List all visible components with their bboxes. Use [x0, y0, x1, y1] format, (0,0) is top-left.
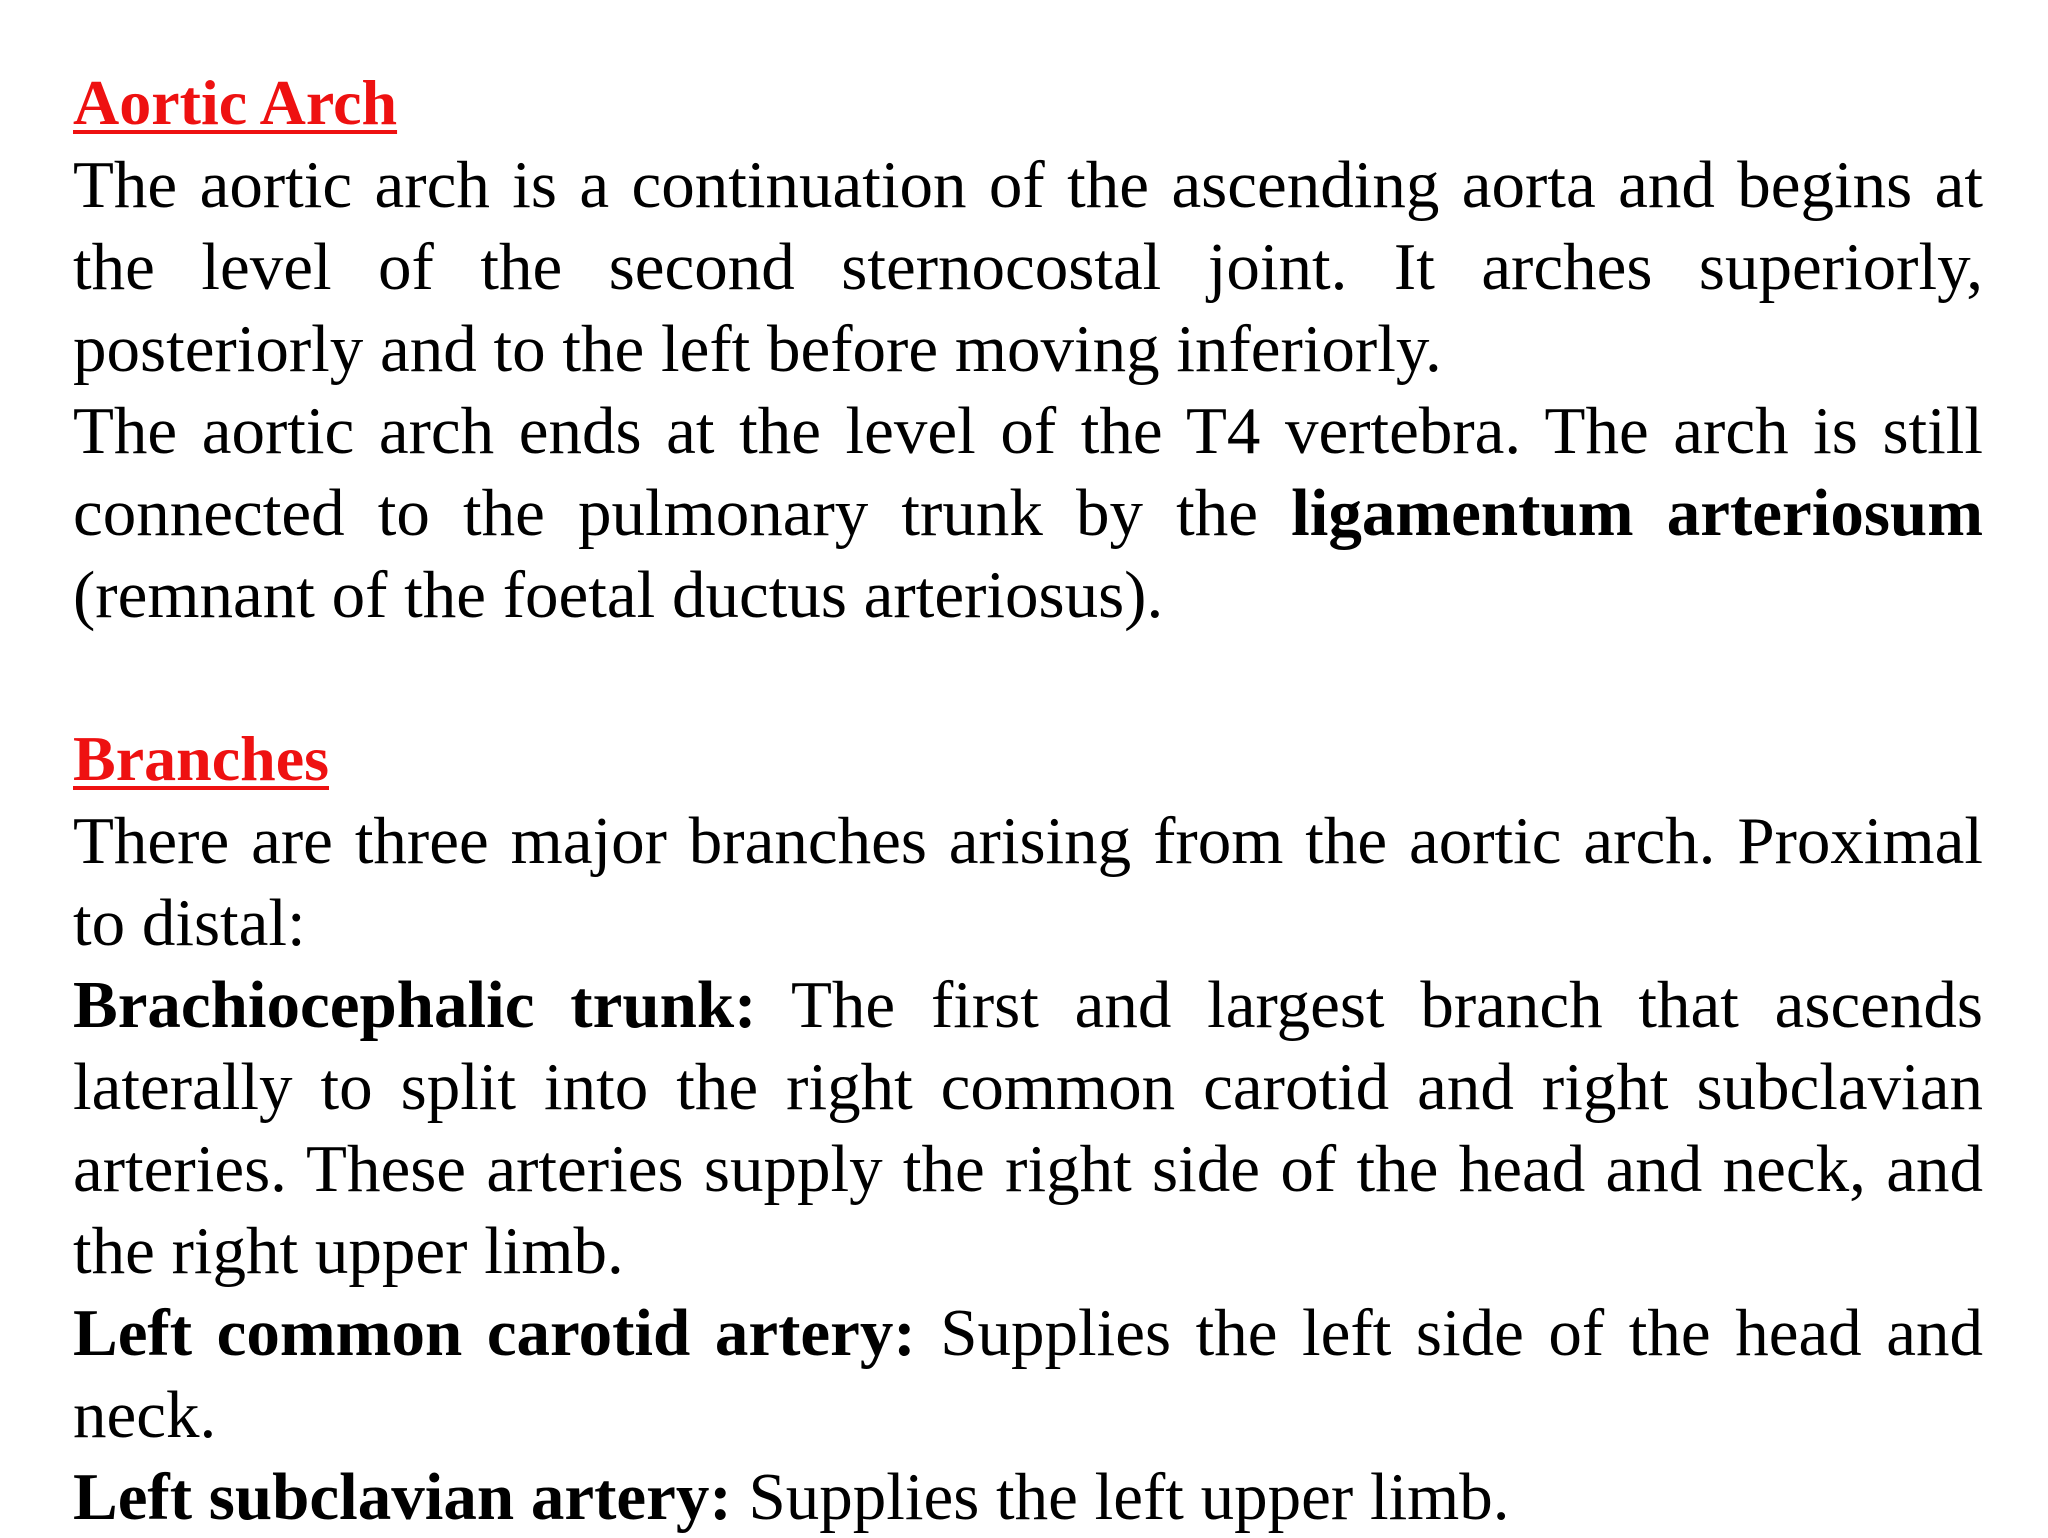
branch-item-left-common-carotid — [73, 1292, 1983, 1456]
paragraph-2-text: The aortic arch ends at the level of the T4 vertebra. The arch is still connected to the pulmonary trunk by the — [73, 394, 1983, 550]
branch-term: Left subclavian artery: — [73, 1460, 732, 1534]
section-spacer — [73, 636, 1983, 718]
branch-description: Supplies the left upper limb. — [731, 1460, 1510, 1534]
branch-term: Brachiocephalic trunk: — [73, 968, 757, 1042]
branch-description: The first and largest branch that ascends laterally to split into the right common carotid and right subclavian arteries. These arteries supply the right side of the head and neck, and the right upper limb. — [73, 968, 1983, 1288]
aortic-arch-heading: Aortic Arch — [73, 67, 398, 138]
document-page — [73, 62, 1983, 1538]
paragraph-2-tail: (remnant of the foetal ductus arteriosus). — [73, 558, 1164, 632]
branch-item-brachiocephalic — [73, 964, 1983, 1292]
branch-item-left-subclavian — [73, 1456, 1983, 1538]
branch-description: Supplies the left side of the head and neck. — [73, 1296, 1983, 1452]
branches-intro: There are three major branches arising from the aortic arch. Proximal to distal: — [73, 804, 1983, 960]
aortic-arch-paragraph-1: The aortic arch is a continuation of the ascending aorta and begins at the level of the second sternocostal joint. It arches superiorly, posteriorly and to the left before moving inferiorly. — [73, 148, 1983, 386]
ligamentum-arteriosum-term: ligamentum arteriosum — [1291, 476, 1984, 550]
branch-term: Left common carotid artery: — [73, 1296, 916, 1370]
branches-heading: Branches — [73, 723, 329, 794]
aortic-arch-paragraph-2 — [73, 390, 1983, 636]
